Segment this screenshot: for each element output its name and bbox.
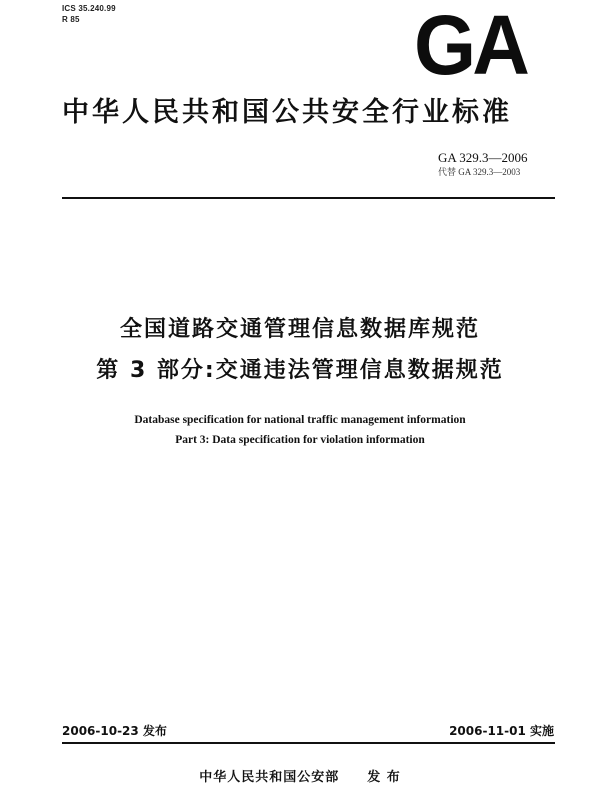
document-title-en-line2: Part 3: Data specification for violation information: [175, 434, 425, 446]
document-title-en-line1: Database specification for national traffic management information: [134, 414, 466, 426]
document-title-cn-line1: 全国道路交通管理信息数据库规范: [119, 317, 480, 342]
ccs-code: R 85: [62, 15, 80, 24]
document-title-cn-line2: 第 3 部分:交通违法管理信息数据规范: [96, 358, 504, 383]
implementation-date: 2006-11-01 实施: [449, 724, 554, 738]
standard-type-heading: 中华人民共和国公共安全行业标准: [62, 97, 512, 128]
replaces-standard: 代替 GA 329.3—2003: [438, 167, 521, 177]
ga-logo: GA: [414, 0, 527, 92]
footer-divider: [62, 742, 555, 744]
ics-code: ICS 35.240.99: [62, 4, 116, 13]
issue-date: 2006-10-23 发布: [62, 724, 167, 738]
issuing-authority: 中华人民共和国公安部 发 布: [199, 770, 401, 785]
standard-number: GA 329.3—2006: [438, 150, 528, 165]
header-divider: [62, 197, 555, 199]
